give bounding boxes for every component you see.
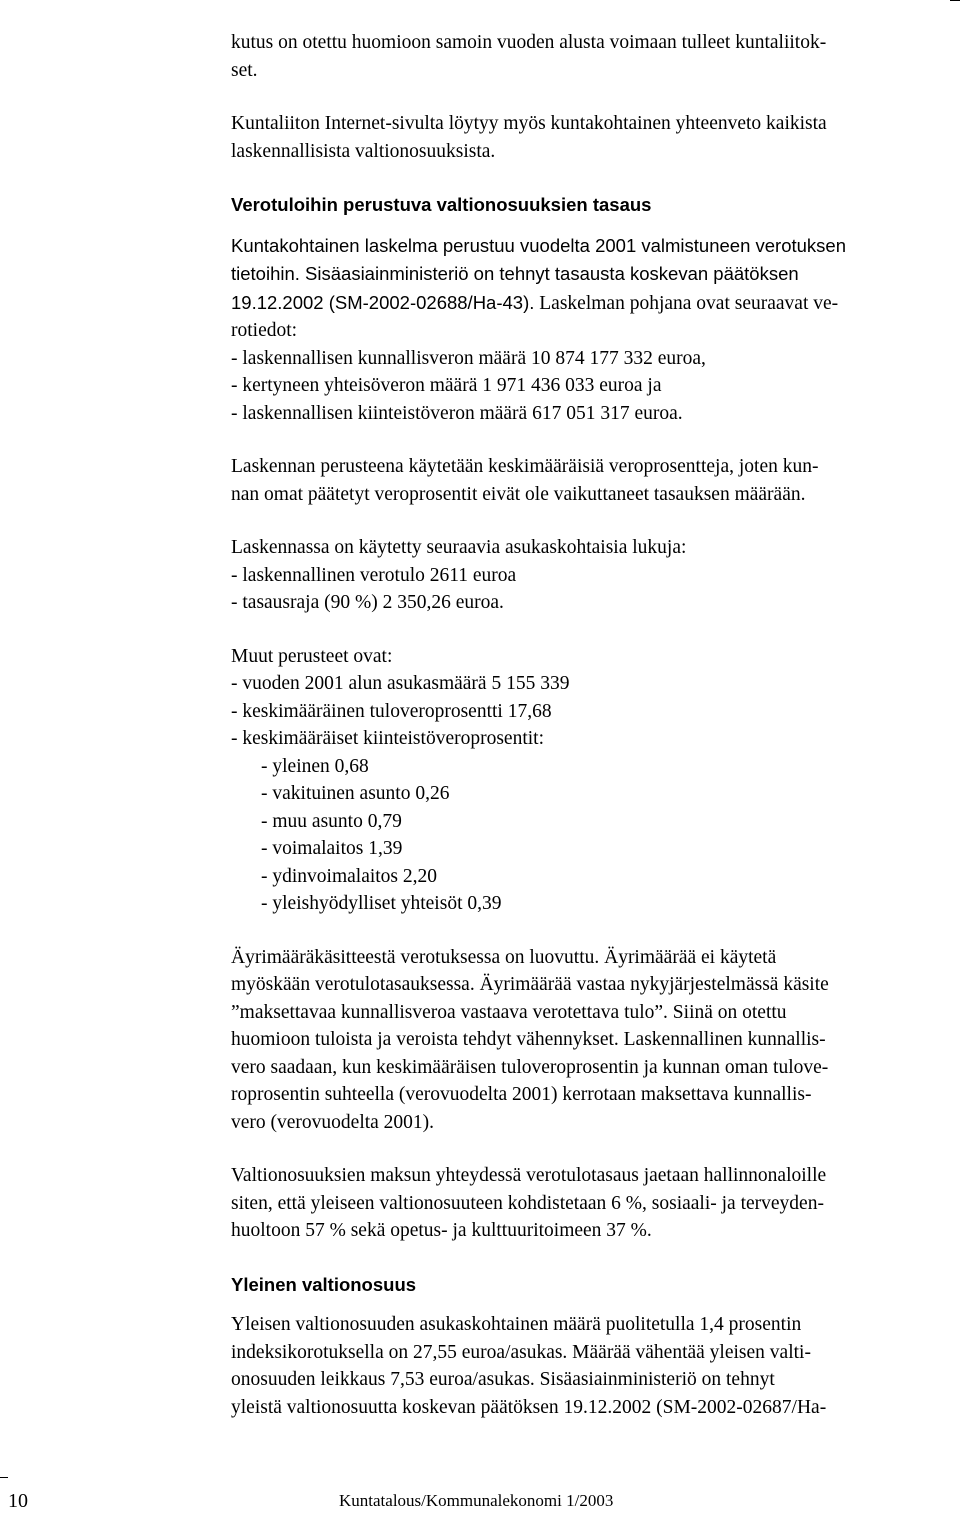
- paragraph-distribution: Valtionosuuksien maksun yhteydessä verotulotasaus jaetaan hallinnonaloille siten, että yleiseen valtionosuuteen kohdistetaan 6 %, sosiaali- ja terveyden- huoltoon 57 % sekä opetus- ja kulttuuritoimeen 37 %.: [231, 1165, 827, 1241]
- list-item: - kertyneen yhteisöveron määrä 1 971 436 033 euroa ja: [231, 375, 662, 396]
- list-item: - keskimääräinen tuloveroprosentti 17,68: [231, 700, 552, 722]
- list-item: - muu asunto 0,79: [261, 810, 402, 832]
- paragraph-general-subsidy: Yleisen valtionosuuden asukaskohtainen määrä puolitetulla 1,4 prosentin indeksikorotuksella on 27,55 euroa/asukas. Määrää vähentää yleisen valti- onosuuden leikkaus 7,53 euroa/asukas. Sisäasiainministeriö on tehnyt yleistä valtionosuutta koskevan päätöksen 19.12.2002 (SM-2002-02687/Ha-: [231, 1314, 827, 1418]
- list-item: - keskimääräiset kiinteistöveroprosentit:: [231, 728, 544, 749]
- list-item: - yleishyödylliset yhteisöt 0,39: [261, 893, 502, 914]
- footer-rule: [0, 1477, 8, 1478]
- list-item: - laskennallisen kiinteistöveron määrä 617 051 317 euroa.: [231, 402, 683, 424]
- list-item: - ydinvoimalaitos 2,20: [261, 865, 438, 887]
- paragraph-average-tax-rates: Laskennan perusteena käytetään keskimääräisiä veroprosentteja, joten kun- nan omat päätetyt veroprosentit eivät ole vaikuttaneet tasauksen määrään.: [231, 456, 819, 505]
- tax-data-list: [231, 345, 959, 428]
- paragraph-internet-note: Kuntaliiton Internet-sivulta löytyy myös kuntakohtainen yhteenveto kaikista laskennallisista valtionosuuksista.: [231, 113, 827, 162]
- section-heading-tax-equalization: Verotuloihin perustuva valtionosuuksien tasaus: [231, 194, 652, 215]
- per-capita-list: [231, 562, 959, 617]
- calculation-basis-continued: Laskelman pohjana ovat seuraavat ve- rotiedot:: [231, 292, 839, 341]
- paragraph-calculation-basis: [231, 232, 959, 428]
- list-item: - laskennallinen verotulo 2611 euroa: [231, 564, 517, 586]
- property-tax-rates-list: [231, 753, 959, 918]
- paragraph-per-capita-figures: [231, 534, 959, 617]
- per-capita-intro: Laskennassa on käytetty seuraavia asukaskohtaisia lukuja:: [231, 537, 687, 558]
- list-item: - vakituinen asunto 0,26: [261, 783, 450, 804]
- list-item: - voimalaitos 1,39: [261, 838, 403, 859]
- page-number: 10: [8, 1490, 28, 1512]
- paragraph-other-bases: [231, 643, 959, 918]
- paragraph-tax-units: Äyrimääräkäsitteestä verotuksessa on luovuttu. Äyrimäärää ei käytetä myöskään verotulotasauksessa. Äyrimäärää vastaa nykyjärjestelmässä käsite ”maksettavaa kunnallisveroa vastaava verotettava tulo”. Siinä on otettu huomioon tuloista ja veroista tehdyt vähennykset. Laskennallinen kunnallis- vero saadaan, kun keskimääräisen tuloveroprosentin ja kunnan oman tulove- roprosentin suhteella (verovuodelta 2001) kerrotaan maksettava kunnallis- vero (verovuodelta 2001).: [231, 946, 829, 1133]
- footer-publication: Kuntatalous/Kommunalekonomi 1/2003: [339, 1491, 614, 1510]
- list-item: - vuoden 2001 alun asukasmäärä 5 155 339: [231, 673, 570, 694]
- section-heading-general-subsidy: Yleinen valtionosuus: [231, 1273, 417, 1295]
- top-rule: [950, 0, 960, 1]
- list-item: - yleinen 0,68: [261, 755, 369, 777]
- other-bases-intro: Muut perusteet ovat:: [231, 645, 393, 667]
- other-bases-list: [231, 670, 959, 753]
- page-body: [231, 29, 959, 1447]
- paragraph-continuation: kutus on otettu huomioon samoin vuoden alusta voimaan tulleet kuntaliitok- set.: [231, 32, 827, 81]
- list-item: - laskennallisen kunnallisveron määrä 10 874 177 332 euroa,: [231, 347, 706, 369]
- list-item: - tasausraja (90 %) 2 350,26 euroa.: [231, 592, 504, 613]
- calculation-basis-text: Kuntakohtainen laskelma perustuu vuodelta 2001 valmistuneen verotuksen tietoihin. Sisäasiainministeriö on tehnyt tasausta koskevan päätöksen 19.12.2002 (SM-2002-02688/Ha-43).: [231, 234, 847, 313]
